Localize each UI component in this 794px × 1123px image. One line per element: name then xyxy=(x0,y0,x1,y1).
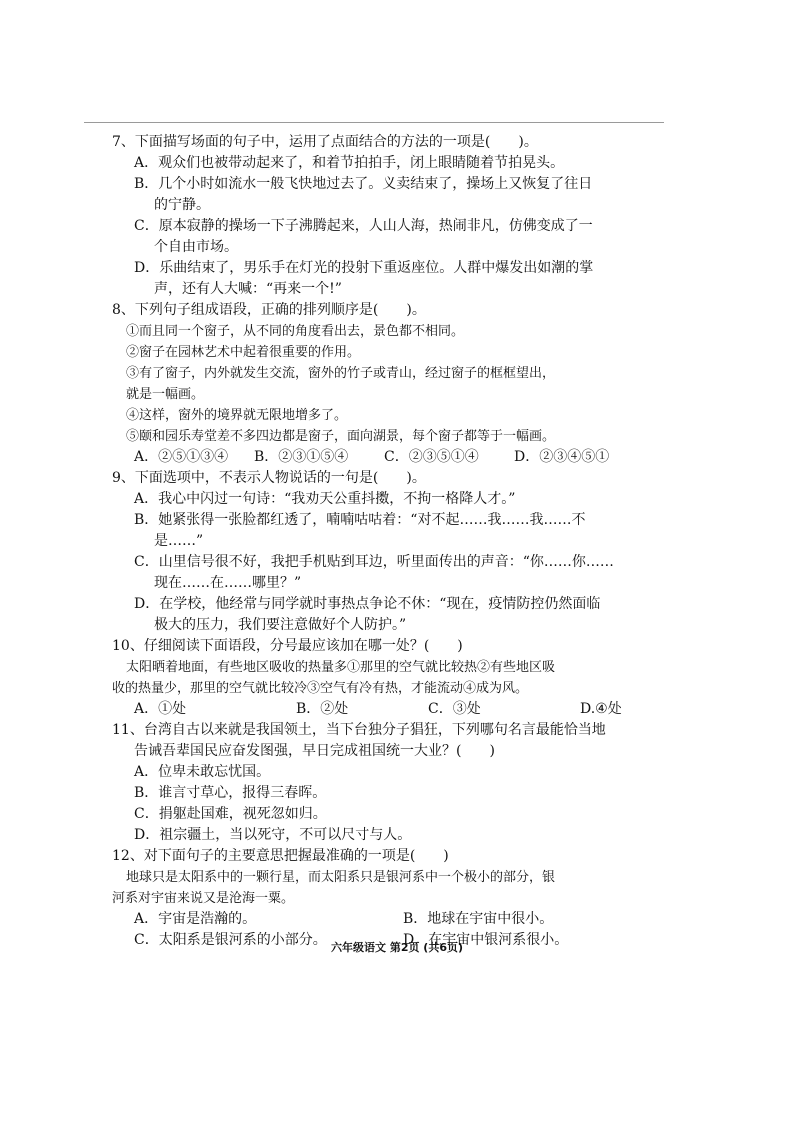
page-footer: 六年级语文 第2页 (共6页) xyxy=(330,941,464,954)
question-11 xyxy=(112,720,672,846)
option-b: B．②③①⑤④ xyxy=(254,449,349,465)
option-b-cont: 是……” xyxy=(154,533,204,549)
option-a: A．②⑤①③④ xyxy=(134,449,229,465)
sentence-5: ⑤颐和园乐寿堂差不多四边都是窗子，面向湖景，每个窗子都等于一幅画。 xyxy=(126,429,556,444)
option-c-cont: 个自由市场。 xyxy=(154,239,238,255)
option-b: B．地球在宇宙中很小。 xyxy=(403,911,554,927)
option-a: A．宇宙是浩瀚的。 xyxy=(134,911,257,927)
option-c: C．捐躯赴国难，视死忽如归。 xyxy=(134,806,327,822)
option-c: C．山里信号很不好，我把手机贴到耳边，听里面传出的声音：“你……你…… xyxy=(134,554,614,570)
options-row xyxy=(112,447,672,468)
passage-line-2: 河系对宇宙来说又是沧海一粟。 xyxy=(112,891,295,906)
option-b: B．谁言寸草心，报得三春晖。 xyxy=(134,785,327,801)
sentence-1: ①而且同一个窗子，从不同的角度看出去，景色都不相同。 xyxy=(126,324,465,339)
sentence-3: ③有了窗子，内外就发生交流，窗外的竹子或青山，经过窗子的框框望出， xyxy=(126,366,556,381)
option-c: C．太阳系是银河系的小部分。 xyxy=(134,932,327,948)
passage-line-1: 太阳晒着地面，有些地区吸收的热量多①那里的空气就比较热②有些地区吸 xyxy=(126,660,556,675)
question-9 xyxy=(112,468,672,636)
option-c: C．②③⑤①④ xyxy=(384,449,479,465)
passage-line-1: 地球只是太阳系中的一颗行星，而太阳系只是银河系中一个极小的部分，银 xyxy=(126,870,556,885)
options-row xyxy=(112,699,672,720)
question-8 xyxy=(112,300,672,468)
option-d: D．乐曲结束了，男乐手在灯光的投射下重返座位。人群中爆发出如潮的掌 xyxy=(134,260,594,276)
sentence-3-cont: 就是一幅画。 xyxy=(126,387,205,402)
question-stem-cont: 告诫吾辈国民应奋发图强，早日完成祖国统一大业？( ) xyxy=(134,743,495,759)
option-c: C．③处 xyxy=(428,701,481,717)
option-b-cont: 的宁静。 xyxy=(154,197,210,213)
passage-line-2: 收的热量少，那里的空气就比较冷③空气有冷有热，才能流动④成为风。 xyxy=(112,681,529,696)
question-stem: 10、仔细阅读下面语段，分号最应该加在哪一处？( ) xyxy=(112,638,463,654)
options-row-1 xyxy=(112,909,672,930)
option-d: D．②③④⑤① xyxy=(514,449,610,465)
option-d: D．在宇宙中银河系很小。 xyxy=(403,932,569,948)
option-c: C．原本寂静的操场一下子沸腾起来，人山人海，热闹非凡，仿佛变成了一 xyxy=(134,218,593,234)
sentence-2: ②窗子在园林艺术中起着很重要的作用。 xyxy=(126,345,361,360)
question-stem: 12、对下面句子的主要意思把握最准确的一项是( ) xyxy=(112,848,449,864)
question-stem: 7、下面描写场面的句子中，运用了点面结合的方法的一项是( )。 xyxy=(112,134,538,150)
question-stem: 9、下面选项中，不表示人物说话的一句是( )。 xyxy=(112,470,426,486)
question-12 xyxy=(112,846,672,951)
option-d: D．在学校，他经常与同学就时事热点争论不休：“现在，疫情防控仍然面临 xyxy=(134,596,601,612)
option-b: B．她紧张得一张脸都红透了，喃喃咕咕着：“对不起……我……我……不 xyxy=(134,512,586,528)
sentence-4: ④这样，窗外的境界就无限地增多了。 xyxy=(126,408,348,423)
question-stem: 8、下列句子组成语段，正确的排列顺序是( )。 xyxy=(112,302,426,318)
option-b: B．几个小时如流水一般飞快地过去了。义卖结束了，操场上又恢复了往日 xyxy=(134,176,593,192)
option-d: D．祖宗疆土，当以死守，不可以尺寸与人。 xyxy=(134,827,412,843)
question-stem: 11、台湾自古以来就是我国领土，当下台独分子猖狂，下列哪句名言最能恰当地 xyxy=(112,722,606,738)
question-10 xyxy=(112,636,672,720)
option-d-cont: 声，还有人大喊：“再来一个!” xyxy=(154,281,342,297)
option-c-cont: 现在……在……哪里？” xyxy=(154,575,302,591)
questions-area xyxy=(112,132,672,951)
option-a: A．观众们也被带动起来了，和着节拍拍手，闭上眼睛随着节拍晃头。 xyxy=(134,155,565,171)
header-rule xyxy=(84,122,664,123)
option-a: A．我心中闪过一句诗：“我劝天公重抖擞，不拘一格降人才。” xyxy=(134,491,516,507)
option-d-cont: 极大的压力，我们要注意做好个人防护。” xyxy=(154,617,407,633)
option-d: D.④处 xyxy=(580,701,622,717)
option-a: A．①处 xyxy=(134,701,187,717)
option-b: B．②处 xyxy=(296,701,349,717)
option-a: A．位卑未敢忘忧国。 xyxy=(134,764,271,780)
question-7 xyxy=(112,132,672,300)
